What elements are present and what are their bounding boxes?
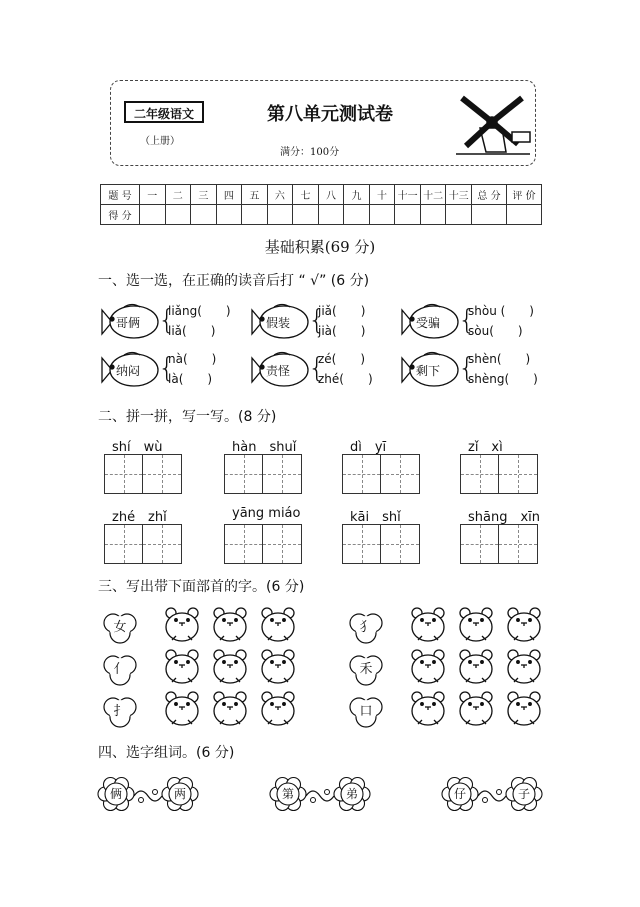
hamster-answer-box[interactable] xyxy=(162,690,202,728)
score-header-cell: 八 xyxy=(318,185,344,205)
writing-box-group[interactable] xyxy=(104,524,182,564)
volume-label: （上册） xyxy=(140,136,180,147)
score-header-cell: 三 xyxy=(191,185,217,205)
pinyin-label: dì yī xyxy=(350,440,387,455)
score-header-cell: 十一 xyxy=(395,185,421,205)
score-header-cell: 七 xyxy=(293,185,319,205)
writing-box-group[interactable] xyxy=(342,454,420,494)
fish-word: 责怪 xyxy=(266,364,291,378)
score-cell[interactable] xyxy=(242,205,268,225)
pinyin-option[interactable]: liǎng( ) xyxy=(168,304,231,318)
hamster-answer-box[interactable] xyxy=(456,648,496,686)
score-cell[interactable] xyxy=(446,205,472,225)
q3-title: 三、写出带下面部首的字。(6 分) xyxy=(98,579,305,595)
fish-word: 受骗 xyxy=(416,316,441,330)
pinyin-label: shí wù xyxy=(112,440,163,455)
writing-cell[interactable] xyxy=(499,525,537,563)
radical-char: 扌 xyxy=(113,704,127,719)
hamster-answer-box[interactable] xyxy=(408,690,448,728)
pinyin-label: hàn shuǐ xyxy=(232,440,297,455)
brace: { xyxy=(158,351,176,384)
hamster-answer-box[interactable] xyxy=(504,606,544,644)
score-cell[interactable] xyxy=(395,205,421,225)
hamster-answer-box[interactable] xyxy=(210,648,250,686)
writing-cell[interactable] xyxy=(263,455,301,493)
flower-char: 弟 xyxy=(345,787,358,801)
writing-cell[interactable] xyxy=(499,455,537,493)
score-table xyxy=(100,184,542,225)
pinyin-option[interactable]: zé( ) xyxy=(318,352,366,366)
brace: { xyxy=(308,303,326,336)
pinyin-option[interactable]: shèng( ) xyxy=(468,372,538,386)
score-cell[interactable] xyxy=(191,205,217,225)
writing-cell[interactable] xyxy=(225,455,263,493)
hamster-answer-box[interactable] xyxy=(210,690,250,728)
score-header-cell: 十二 xyxy=(420,185,446,205)
writing-cell[interactable] xyxy=(343,455,381,493)
writing-cell[interactable] xyxy=(343,525,381,563)
score-header-cell: 九 xyxy=(344,185,370,205)
score-header-cell: 四 xyxy=(216,185,242,205)
writing-cell[interactable] xyxy=(461,455,499,493)
q2-title: 二、拼一拼，写一写。(8 分) xyxy=(98,409,277,425)
grade-label: 二年级语文 xyxy=(124,101,204,123)
hamster-answer-box[interactable] xyxy=(162,648,202,686)
hamster-answer-box[interactable] xyxy=(504,690,544,728)
score-cell[interactable] xyxy=(140,205,166,225)
pinyin-label: zhé zhǐ xyxy=(112,510,167,525)
windmill-illustration xyxy=(452,90,532,160)
pinyin-label: zǐ xì xyxy=(468,440,503,455)
score-header-cell: 题 号 xyxy=(101,185,140,205)
score-cell[interactable] xyxy=(293,205,319,225)
writing-cell[interactable] xyxy=(381,525,419,563)
fish-word: 剩下 xyxy=(416,364,441,378)
radical-char: 禾 xyxy=(359,662,373,677)
brace: { xyxy=(458,351,476,384)
writing-cell[interactable] xyxy=(461,525,499,563)
radical-char: 女 xyxy=(113,620,127,635)
writing-cell[interactable] xyxy=(225,525,263,563)
writing-cell[interactable] xyxy=(381,455,419,493)
score-cell[interactable] xyxy=(507,205,542,225)
pinyin-label: shāng xīn xyxy=(468,510,541,525)
writing-cell[interactable] xyxy=(143,525,181,563)
pinyin-option[interactable]: shèn( ) xyxy=(468,352,531,366)
score-header-cell: 一 xyxy=(140,185,166,205)
pinyin-option[interactable]: nà( ) xyxy=(168,352,217,366)
pinyin-option[interactable]: jiǎ( ) xyxy=(318,304,366,318)
flower-char: 仔 xyxy=(453,787,466,801)
writing-cell[interactable] xyxy=(143,455,181,493)
writing-cell[interactable] xyxy=(105,455,143,493)
pinyin-option[interactable]: liǎ( ) xyxy=(168,324,216,338)
brace: { xyxy=(158,303,176,336)
q4-title: 四、选字组词。(6 分) xyxy=(98,745,235,761)
hamster-answer-box[interactable] xyxy=(162,606,202,644)
writing-box-group[interactable] xyxy=(460,454,538,494)
pinyin-option[interactable]: là( ) xyxy=(168,372,213,386)
hamster-answer-box[interactable] xyxy=(504,648,544,686)
fish-word: 假装 xyxy=(266,316,291,330)
fish-word: 哥俩 xyxy=(116,316,141,330)
score-row-label: 得 分 xyxy=(101,205,140,225)
hamster-answer-box[interactable] xyxy=(408,606,448,644)
writing-cell[interactable] xyxy=(263,525,301,563)
flower-char: 两 xyxy=(173,787,186,801)
hamster-answer-box[interactable] xyxy=(210,606,250,644)
hamster-answer-box[interactable] xyxy=(456,606,496,644)
score-cell[interactable] xyxy=(267,205,293,225)
score-cell[interactable] xyxy=(472,205,507,225)
q1-title: 一、选一选，在正确的读音后打 “ √” (6 分) xyxy=(98,273,370,289)
score-header-cell: 二 xyxy=(165,185,191,205)
hamster-answer-box[interactable] xyxy=(258,648,298,686)
score-header-cell: 十三 xyxy=(446,185,472,205)
radical-char: 犭 xyxy=(359,620,373,635)
hamster-answer-box[interactable] xyxy=(456,690,496,728)
hamster-answer-box[interactable] xyxy=(258,690,298,728)
fish-word: 纳闷 xyxy=(116,364,141,378)
score-header-cell: 评 价 xyxy=(507,185,542,205)
vine-decoration xyxy=(306,784,334,808)
score-header-cell: 十 xyxy=(369,185,395,205)
score-cell[interactable] xyxy=(318,205,344,225)
score-header-cell: 五 xyxy=(242,185,268,205)
score-cell[interactable] xyxy=(216,205,242,225)
score-cell[interactable] xyxy=(165,205,191,225)
score-header-cell: 六 xyxy=(267,185,293,205)
writing-box-group[interactable] xyxy=(342,524,420,564)
section-title: 基础积累(69 分) xyxy=(264,238,376,256)
score-cell[interactable] xyxy=(369,205,395,225)
writing-box-group[interactable] xyxy=(104,454,182,494)
pinyin-option[interactable]: sòu( ) xyxy=(468,324,523,338)
brace: { xyxy=(458,303,476,336)
hamster-answer-box[interactable] xyxy=(408,648,448,686)
flower-char: 第 xyxy=(281,787,294,801)
writing-box-group[interactable] xyxy=(224,524,302,564)
writing-cell[interactable] xyxy=(105,525,143,563)
hamster-answer-box[interactable] xyxy=(258,606,298,644)
vine-decoration xyxy=(478,784,506,808)
pinyin-option[interactable]: jià( ) xyxy=(318,324,366,338)
writing-box-group[interactable] xyxy=(224,454,302,494)
radical-char: 口 xyxy=(359,704,373,719)
score-header-cell: 总 分 xyxy=(472,185,507,205)
full-score: 满分：100分 xyxy=(280,147,340,158)
pinyin-option[interactable]: shòu ( ) xyxy=(468,304,534,318)
flower-char: 俩 xyxy=(109,787,122,801)
score-cell[interactable] xyxy=(344,205,370,225)
vine-decoration xyxy=(134,784,162,808)
radical-char: 亻 xyxy=(113,662,127,677)
flower-char: 子 xyxy=(517,787,530,801)
pinyin-option[interactable]: zhé( ) xyxy=(318,372,373,386)
exam-title: 第八单元测试卷 xyxy=(267,104,393,125)
writing-box-group[interactable] xyxy=(460,524,538,564)
brace: { xyxy=(308,351,326,384)
score-cell[interactable] xyxy=(420,205,446,225)
pinyin-label: kāi shǐ xyxy=(350,510,401,525)
pinyin-label: yāng miáo xyxy=(232,506,301,521)
